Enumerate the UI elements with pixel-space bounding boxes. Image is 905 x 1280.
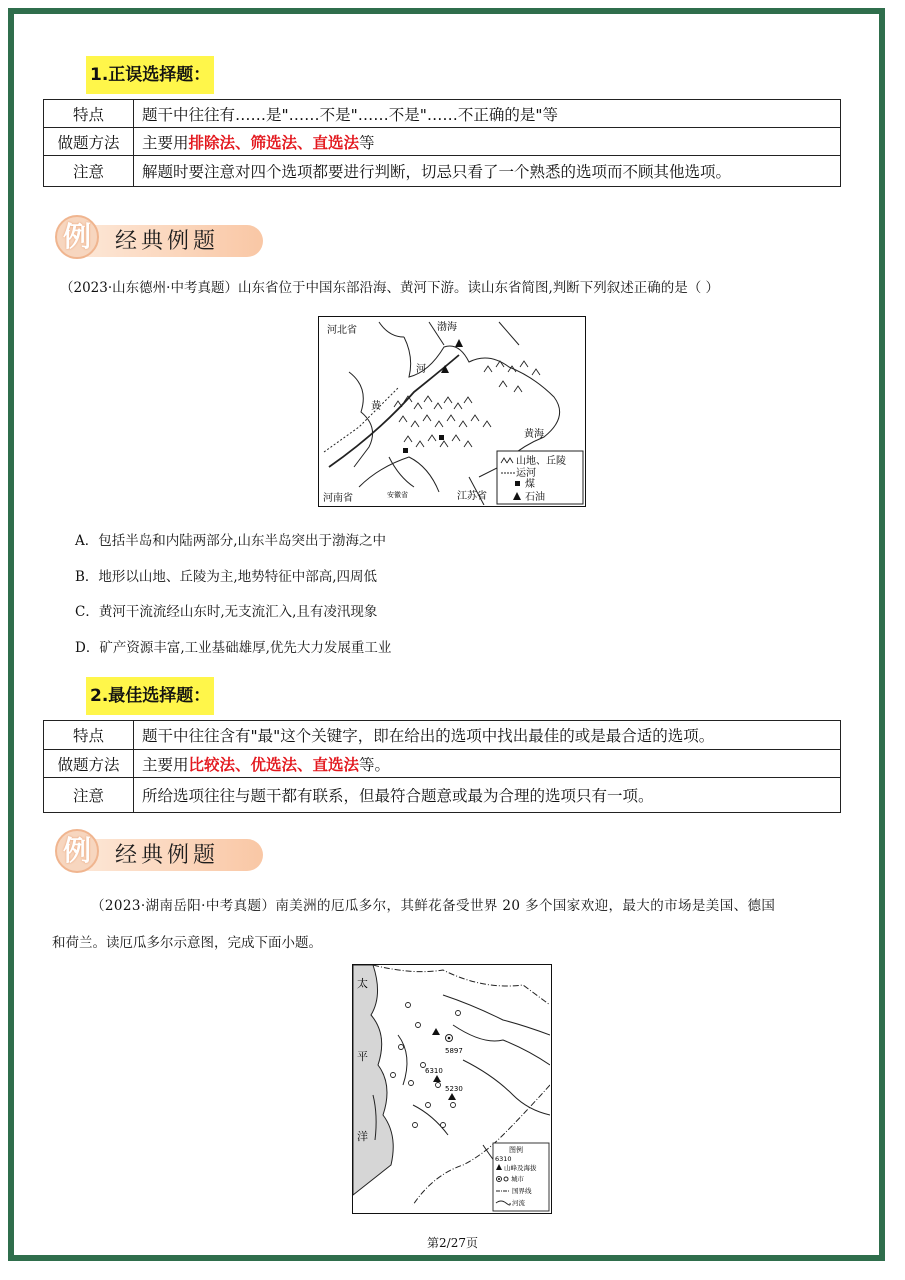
example-banner (55, 215, 265, 261)
label-hebei: 河北省 (327, 325, 357, 336)
row-key: 特点 (44, 100, 134, 128)
question-1-stem: （2023·山东德州·中考真题）山东省位于中国东部沿海、黄河下游。读山东省简图,判断下列叙述正确的是（ ） (60, 280, 720, 296)
label-henan: 河南省 (323, 493, 353, 504)
ocean-label-tai: 太 (357, 977, 368, 990)
label-he: 河 (416, 364, 426, 375)
shandong-map (318, 316, 586, 507)
option-d: D．矿产资源丰富,工业基础雄厚,优先大力发展重工业 (75, 640, 392, 656)
section-2-title: 2.最佳选择题： (86, 677, 214, 715)
option-c: C．黄河干流流经山东时,无支流汇入,且有凌汛现象 (75, 604, 378, 620)
oil-marker (455, 339, 463, 347)
example-icon: 例 (55, 215, 99, 259)
value-suffix: 等。 (359, 755, 391, 774)
ecuador-map (352, 964, 552, 1214)
pacific-ocean (353, 965, 393, 1195)
row-value: 所给选项往往与题干都有联系，但最符合题意或最为合理的选项只有一项。 (134, 778, 841, 813)
row-value (134, 128, 841, 156)
legend-canal: 运河 (516, 468, 536, 479)
row-key: 做题方法 (44, 128, 134, 156)
label-huanghai: 黄海 (524, 429, 544, 440)
shandong-map-drawing (319, 317, 584, 505)
coal-marker (403, 448, 408, 453)
legend-mountain: 山地、丘陵 (516, 456, 566, 467)
peak-marker (448, 1093, 456, 1100)
legend-coal: 煤 (525, 479, 535, 490)
row-key: 特点 (44, 721, 134, 750)
label-jiangsu: 江苏省 (457, 491, 487, 502)
example-icon: 例 (55, 829, 99, 873)
value-prefix: 主要用 (142, 755, 189, 774)
legend-city: 城市 (511, 1175, 524, 1183)
question-2-stem-line-1: （2023·湖南岳阳·中考真题）南美洲的厄瓜多尔，其鲜花备受世界 20 多个国家欢迎，最大的市场是美国、德国 (91, 898, 776, 914)
table-row (44, 778, 841, 813)
question-2-stem-line-2: 和荷兰。读厄瓜多尔示意图，完成下面小题。 (52, 935, 322, 951)
table-row (44, 721, 841, 750)
row-value: 题干中往往有……是"……不是"……不是"……不正确的是"等 (134, 100, 841, 128)
section-2-table (43, 720, 841, 813)
table-row (44, 750, 841, 778)
table-row (44, 100, 841, 128)
table-row (44, 128, 841, 156)
value-suffix: 等 (359, 133, 375, 152)
row-key: 注意 (44, 778, 134, 813)
ocean-label-yang: 洋 (357, 1130, 368, 1143)
ecuador-map-drawing (353, 965, 550, 1212)
table-row (44, 156, 841, 187)
row-value: 解题时要注意对四个选项都要进行判断，切忌只看了一个熟悉的选项而不顾其他选项。 (134, 156, 841, 187)
row-key: 注意 (44, 156, 134, 187)
legend-peak-sample: 6310 (495, 1155, 512, 1163)
row-value (134, 750, 841, 778)
banner-label: 经典例题 (115, 229, 220, 254)
method-highlight: 比较法、优选法、直选法 (188, 755, 360, 774)
page-number: 第2/27页 (427, 1236, 478, 1250)
ocean-label-ping: 平 (357, 1050, 368, 1063)
legend-oil: 石油 (525, 492, 545, 503)
label-bohai: 渤海 (437, 322, 457, 333)
label-huang: 黄 (371, 401, 381, 412)
example-banner (55, 829, 265, 875)
peak-label: 5230 (445, 1085, 463, 1093)
peak-label: 5897 (445, 1047, 463, 1055)
peak-label: 6310 (425, 1067, 443, 1075)
option-a: A．包括半岛和内陆两部分,山东半岛突出于渤海之中 (75, 533, 387, 549)
peak-marker (432, 1028, 440, 1035)
banner-label: 经典例题 (115, 843, 220, 868)
section-1-table (43, 99, 841, 187)
label-anhui: 安徽省 (387, 491, 408, 499)
row-key: 做题方法 (44, 750, 134, 778)
peak-marker (433, 1075, 441, 1082)
coal-marker (439, 435, 444, 440)
yellow-river-line (329, 355, 459, 467)
legend-title: 图例 (509, 1146, 523, 1154)
legend-border: 国界线 (512, 1187, 532, 1195)
value-prefix: 主要用 (142, 133, 189, 152)
option-b: B．地形以山地、丘陵为主,地势特征中部高,四周低 (75, 569, 378, 585)
row-value: 题干中往往含有"最"这个关键字，即在给出的选项中找出最佳的或是最合适的选项。 (134, 721, 841, 750)
method-highlight: 排除法、筛选法、直选法 (188, 133, 360, 152)
section-1-title: 1.正误选择题： (86, 56, 214, 94)
legend-peak: 山峰及海拔 (504, 1164, 537, 1172)
legend-river: 河流 (512, 1199, 525, 1207)
